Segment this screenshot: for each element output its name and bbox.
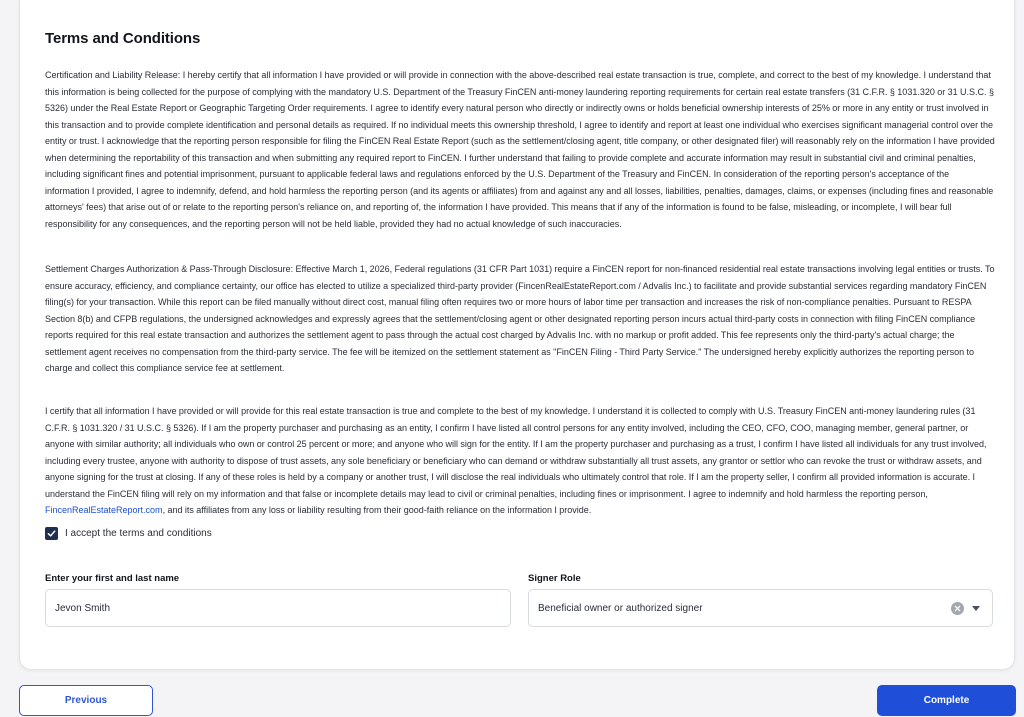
certify-paragraph	[45, 403, 995, 519]
page-title: Terms and Conditions	[45, 30, 201, 47]
settlement-lead: Settlement Charges Authorization & Pass-Through Disclosure:	[45, 264, 294, 274]
certification-paragraph	[45, 67, 995, 232]
previous-button[interactable]: Previous	[19, 685, 153, 716]
clear-icon[interactable]	[951, 602, 964, 615]
terms-card	[19, 0, 1015, 670]
check-icon	[47, 529, 56, 538]
certification-text: I hereby certify that all information I have provided or will provide in connection with the above-described real estate transaction is true, complete, and correct to the best of my knowledge. I understand that this information is being collected for the purpose of complying with the mandatory U.S. Department of the Treasury FinCEN anti-money laundering reporting requirements for certain real estate transfers (31 C.F.R. § 1031.320 or 31 U.S.C. § 5326) under the Real Estate Report or Geographic Targeting Order requirements. I agree to identify every natural person who directly or indirectly owns or holds beneficial ownership interests of 25% or more in any entity or trust involved in this transaction and to provide complete identification and personal details as required. If no individual meets this ownership threshold, I agree to identify and report at least one individual who exercises significant managerial control over the entity or trust. I acknowledge that the reporting person responsible for filing the FinCEN Real Estate Report (such as the settlement/closing agent, title company, or other designated filer) will reasonably rely on the information I have provided when determining the reportability of this transaction and when submitting any required report to FinCEN. I further understand that failing to provide complete and accurate information may result in substantial civil and criminal penalties, including significant fines and potential imprisonment, pursuant to applicable federal laws and regulations enforced by the U.S. Department of the Treasury and FinCEN. In consideration of the reporting person's acceptance of the information I provided, I agree to indemnify, defend, and hold harmless the reporting person (and its agents or affiliates) from and against any and all losses, liabilities, penalties, damages, claims, or expenses (including fines and reasonable attorneys' fees) that arise out of or relate to the reporting person's reliance on, and reporting of, the information I have provided. This means that if any of the information is found to be false, misleading, or incomplete, I will bear full responsibility for any consequences, and the reporting person will not be held liable, provided they had no actual knowledge of such inaccuracies.	[45, 70, 995, 229]
fincen-link[interactable]: FincenRealEstateReport.com	[45, 505, 163, 515]
accept-terms-checkbox-row[interactable]	[45, 527, 212, 540]
close-icon	[954, 605, 961, 612]
name-field-label: Enter your first and last name	[45, 573, 180, 584]
accept-terms-label[interactable]: I accept the terms and conditions	[65, 528, 212, 539]
certification-lead: Certification and Liability Release:	[45, 70, 181, 80]
certify-text: I certify that all information I have provided or will provide for this real estate transaction is true and complete to the best of my knowledge. I understand it is collected to comply with U.S. Treasury FinCEN anti-money laundering rules (31 C.F.R. § 1031.320 / 31 U.S.C. § 5326). If I am the property purchaser and purchasing as an entity, I confirm I have listed all control persons for any entity involved, including the CEO, CFO, COO, managing member, general partner, or anyone with similar authority; all individuals who own or control 25 percent or more; and anyone who will sign for the entity. If I am the property purchaser and purchasing as a trust, I confirm I have listed all individuals for any trust involved, including every trustee, anyone with authority to dispose of trust assets, any sole beneficiary or beneficiary who can demand or withdraw substantially all trust assets, any grantor or settlor who can revoke the trust or withdraw assets, and anyone signing for the trust at closing. If any of these roles is held by a company or another trust, I will disclose the real individuals who ultimately control that role. If I am the property seller, I confirm all provided information is accurate. I understand the FinCEN filing will rely on my information and that false or incomplete details may lead to civil or criminal penalties, including fines or imprisonment. I agree to indemnify and hold harmless the reporting person,	[45, 406, 987, 499]
chevron-down-icon[interactable]	[972, 606, 980, 611]
settlement-paragraph	[45, 261, 995, 377]
signer-role-label: Signer Role	[528, 573, 581, 584]
settlement-text: Effective March 1, 2026, Federal regulations (31 CFR Part 1031) require a FinCEN report for non-financed residential real estate transactions involving legal entities or trusts. To ensure accuracy, efficiency, and compliance certainty, our office has elected to utilize a specialized third-party provider (FincenRealEstateReport.com / Advalis Inc.) to facilitate and provide substantial services regarding mandatory FinCEN filing(s) for your transaction. While this report can be filed manually without direct cost, manual filing often requires two or more hours of labor time per transaction and increases the risk of non-compliance penalties. Pursuant to RESPA Section 8(b) and CFPB regulations, the undersigned acknowledges and expressly agrees that the settlement/closing agent or other designated reporting person incurs actual third-party costs in connection with filing FinCEN compliance reports required for this real estate transaction and authorizes the settlement agent to pass through the actual cost charged by Advalis Inc. with no markup or profit added. This fee represents only the third-party's actual charge; the settlement agent receives no compensation from the third-party service. The fee will be itemized on the settlement statement as "FinCEN Filing - Third Party Service." The undersigned hereby explicitly authorizes the reporting person to charge and collect this compliance service fee at settlement.	[45, 264, 995, 373]
complete-button[interactable]: Complete	[877, 685, 1016, 716]
signer-role-select[interactable]	[528, 589, 993, 627]
accept-terms-checkbox[interactable]	[45, 527, 58, 540]
certify-tail: , and its affiliates from any loss or liability resulting from their good-faith reliance on the information I provide.	[162, 505, 592, 515]
name-input[interactable]: Jevon Smith	[45, 589, 511, 627]
signer-role-value: Beneficial owner or authorized signer	[538, 602, 703, 614]
